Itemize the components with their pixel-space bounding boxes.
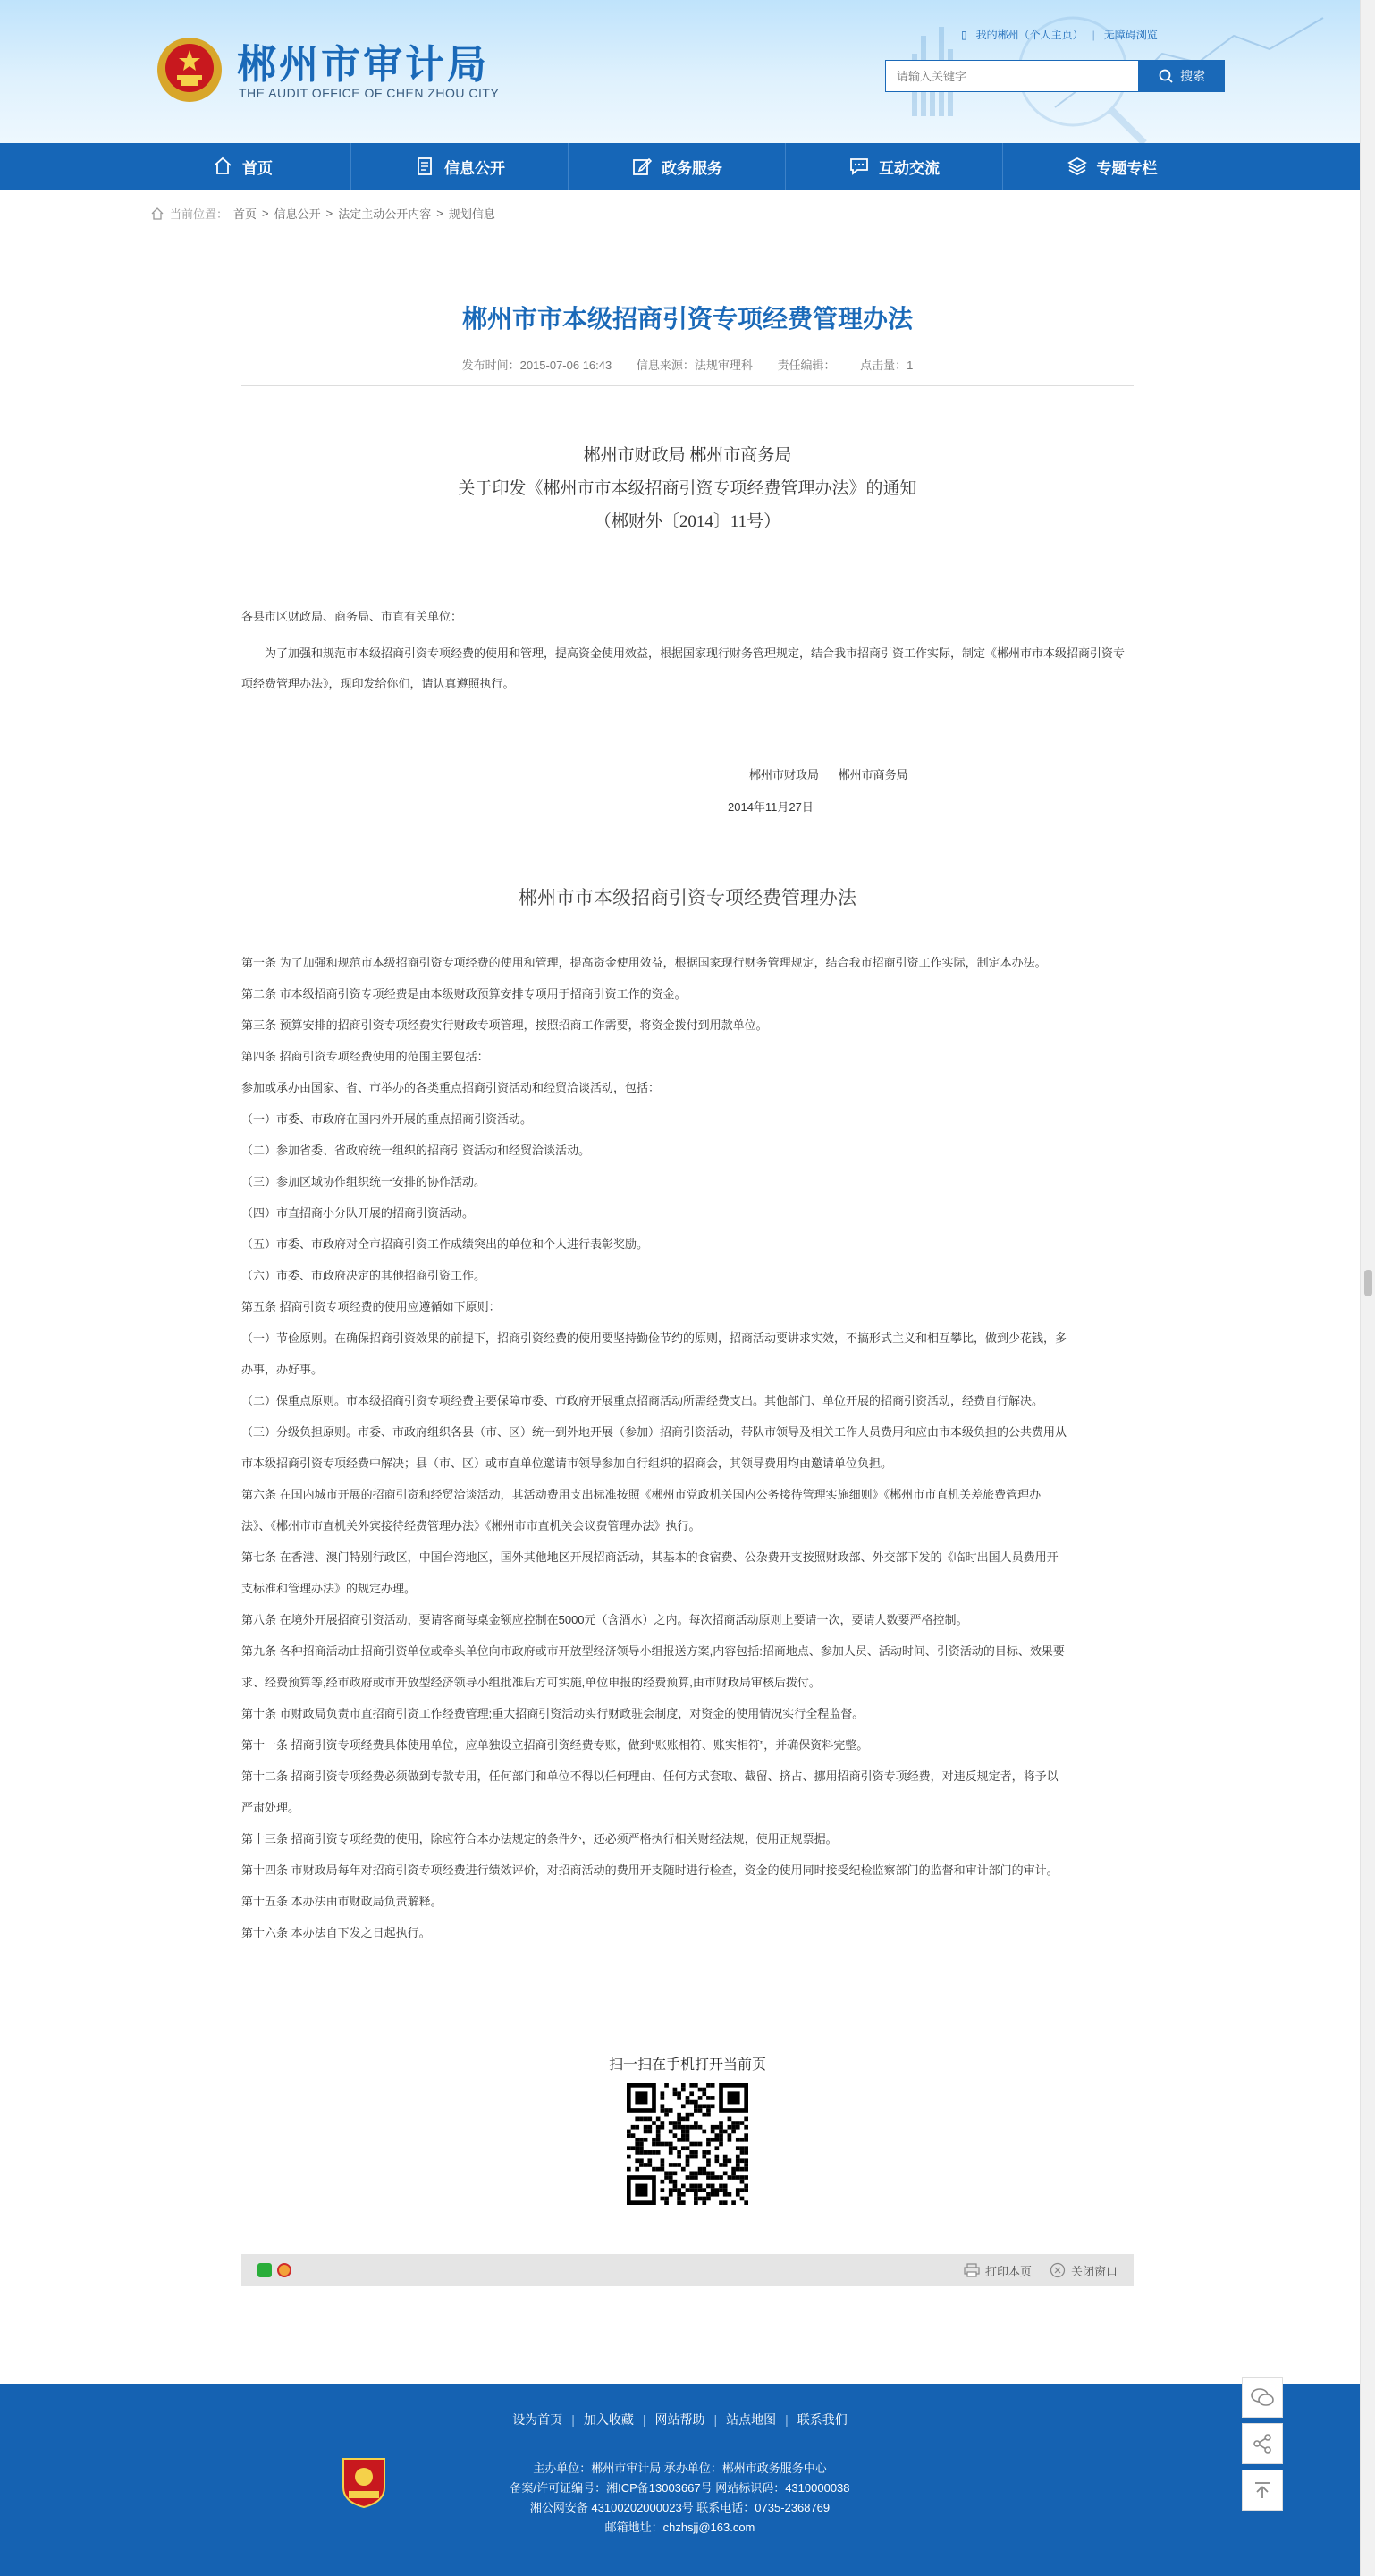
footer-link[interactable]: 联系我们 bbox=[797, 2412, 848, 2427]
close-icon bbox=[1050, 2262, 1066, 2278]
nav-item-home[interactable] bbox=[134, 143, 351, 190]
regulation-lines bbox=[241, 947, 1134, 1948]
regulation-line: 第十五条 本办法由市财政局负责解释。 bbox=[241, 1895, 443, 1908]
weibo-share-icon[interactable] bbox=[277, 2263, 291, 2277]
breadcrumb-item[interactable]: 信息公开 bbox=[274, 207, 321, 221]
footer bbox=[0, 2384, 1360, 2576]
separator: | bbox=[713, 2412, 718, 2427]
separator: | bbox=[642, 2412, 646, 2427]
regulation-line: 求、经费预算等,经市政府或市开放型经济领导小组批准后方可实施,单位申报的经费预算,由市财政局审核后拨付。 bbox=[241, 1676, 821, 1689]
scrollbar[interactable] bbox=[1360, 0, 1375, 2576]
breadcrumb-item[interactable]: 法定主动公开内容 bbox=[338, 207, 432, 221]
sign-date: 2014年11月27日 bbox=[728, 800, 814, 814]
wechat-icon bbox=[1250, 2386, 1275, 2408]
arrow-up-icon bbox=[1252, 2479, 1273, 2501]
regulation-line: 第六条 在国内城市开展的招商引资和经贸洽谈活动，其活动费用支出标准按照《郴州市党政机关国内公务接待管理实施细则》《郴州市市直机关差旅费管理办 bbox=[241, 1488, 1042, 1501]
footer-link[interactable]: 网站帮助 bbox=[654, 2412, 705, 2427]
regulation-line: 第十三条 招商引资专项经费的使用，除应符合本办法规定的条件外，还必须严格执行相关财经法规，使用正规票据。 bbox=[241, 1832, 838, 1845]
regulation-line: （五）市委、市政府对全市招商引资工作成绩突出的单位和个人进行表彰奖励。 bbox=[241, 1237, 649, 1251]
scrollbar-thumb[interactable] bbox=[1364, 1270, 1372, 1296]
notice-title: 关于印发《郴州市市本级招商引资专项经费管理办法》的通知 bbox=[458, 479, 917, 498]
regulation-line: 第十条 市财政局负责市直招商引资工作经费管理;重大招商引资活动实行财政驻会制度，对资金的使用情况实行全程监督。 bbox=[241, 1707, 865, 1720]
regulation-line: 严肃处理。 bbox=[241, 1801, 300, 1814]
nav-item-interaction[interactable] bbox=[786, 143, 1003, 190]
info-source: 信息来源：法规审理科 bbox=[636, 359, 753, 372]
search-button[interactable] bbox=[1139, 60, 1225, 92]
scan-label: 扫一扫在手机打开当前页 bbox=[608, 2057, 766, 2073]
regulation-line: 第九条 各种招商活动由招商引资单位或牵头单位向市政府或市开放型经济领导小组报送方案,内容包括:招商地点、参加人员、活动时间、引资活动的目标、效果要 bbox=[241, 1644, 1065, 1658]
close-label: 关闭窗口 bbox=[1070, 2264, 1118, 2278]
site-title: 郴州市审计局 bbox=[237, 43, 489, 87]
regulation-line: 第七条 在香港、澳门特别行政区，中国台湾地区，国外其他地区开展招商活动，其基本的食宿费、公杂费开支按照财政部、外交部下发的《临时出国人员费用开 bbox=[241, 1550, 1059, 1564]
nav-item-label: 信息公开 bbox=[444, 159, 505, 177]
print-button[interactable] bbox=[964, 2262, 1032, 2279]
regulation-line: （二）参加省委、省政府统一组织的招商引资活动和经贸洽谈活动。 bbox=[241, 1144, 591, 1157]
breadcrumb-item[interactable]: 规划信息 bbox=[448, 207, 495, 221]
search-icon bbox=[1159, 69, 1173, 83]
regulation-line: 第十六条 本办法自下发之日起执行。 bbox=[241, 1926, 431, 1939]
back-to-top-button[interactable] bbox=[1242, 2470, 1283, 2511]
click-count: 点击量：1 bbox=[860, 359, 914, 372]
breadcrumb-separator: > bbox=[436, 207, 443, 220]
nav-item-label: 首页 bbox=[242, 159, 273, 177]
breadcrumb-label: 当前位置： bbox=[170, 207, 229, 221]
search-input[interactable] bbox=[885, 60, 1139, 92]
accessibility-link[interactable]: 无障碍浏览 bbox=[1103, 29, 1158, 41]
wechat-share-icon[interactable] bbox=[257, 2263, 272, 2277]
regulation-line: （三）参加区域协作组织统一安排的协作活动。 bbox=[241, 1175, 486, 1188]
close-window-button[interactable] bbox=[1050, 2262, 1118, 2279]
top-links bbox=[961, 27, 1158, 42]
edit-icon bbox=[631, 156, 653, 177]
regulation-line: （一）市委、市政府在国内外开展的重点招商引资活动。 bbox=[241, 1112, 533, 1126]
regulation-title: 郴州市市本级招商引资专项经费管理办法 bbox=[519, 887, 856, 908]
nav-item-topics[interactable] bbox=[1003, 143, 1220, 190]
wechat-float-button[interactable] bbox=[1242, 2377, 1283, 2418]
print-label: 打印本页 bbox=[984, 2264, 1032, 2278]
search-button-label: 搜索 bbox=[1180, 69, 1205, 83]
notice-issuers: 郴州市财政局 郴州市商务局 bbox=[583, 446, 792, 465]
separator: | bbox=[571, 2412, 575, 2427]
nav-item-label: 互动交流 bbox=[879, 159, 940, 177]
share-icon bbox=[1252, 2433, 1273, 2454]
regulation-line: 第十一条 招商引资专项经费具体使用单位，应单独设立招商引资经费专账，做到“账账相符、账实相符”，并确保资料完整。 bbox=[241, 1738, 869, 1752]
divider bbox=[241, 385, 1134, 386]
email-info: 邮箱地址：chzhsjj@163.com bbox=[604, 2521, 755, 2534]
regulation-line: （三）分级负担原则。市委、市政府组织各县（市、区）统一到外地开展（参加）招商引资活动，带队市领导及相关工作人员费用和应由市本级负担的公共费用从 bbox=[241, 1425, 1067, 1439]
footer-links bbox=[0, 2411, 1360, 2428]
notice-number: （郴财外〔2014〕11号） bbox=[594, 512, 781, 531]
salutation: 各县市区财政局、商务局、市直有关单位： bbox=[241, 610, 463, 623]
regulation-line: 第五条 招商引资专项经费的使用应遵循如下原则： bbox=[241, 1300, 501, 1313]
regulation-line: （四）市直招商小分队开展的招商引资活动。 bbox=[241, 1206, 475, 1220]
police-info: 湘公网安备 43100202000023号 联系电话：0735-2368769 bbox=[529, 2501, 831, 2514]
signers: 郴州市财政局 郴州市商务局 bbox=[749, 768, 908, 781]
editor: 责任编辑： bbox=[777, 359, 836, 372]
share-bar bbox=[241, 2254, 1134, 2286]
regulation-line: （二）保重点原则。市本级招商引资专项经费主要保障市委、市政府开展重点招商活动所需经费支出。其他部门、单位开展的招商引资活动，经费自行解决。 bbox=[241, 1394, 1044, 1407]
breadcrumb bbox=[150, 205, 495, 222]
regulation-line: 第一条 为了加强和规范市本级招商引资专项经费的使用和管理，提高资金使用效益，根据国家现行财务管理规定，结合我市招商引资工作实际，制定本办法。 bbox=[241, 956, 1047, 969]
regulation-line: 第八条 在境外开展招商引资活动，要请客商每桌金额应控制在5000元（含酒水）之内。每次招商活动原则上要请一次，要请人数要严格控制。 bbox=[241, 1613, 968, 1626]
footer-link[interactable]: 加入收藏 bbox=[583, 2412, 634, 2427]
article-meta bbox=[241, 356, 1134, 373]
regulation-line: 办事，办好事。 bbox=[241, 1363, 324, 1376]
nav-item-label: 专题专栏 bbox=[1096, 159, 1158, 177]
regulation-line: （六）市委、市政府决定的其他招商引资工作。 bbox=[241, 1269, 486, 1282]
chat-icon bbox=[848, 156, 870, 177]
mobile-icon[interactable]: ▯ bbox=[961, 28, 967, 41]
intro-paragraph: 为了加强和规范市本级招商引资专项经费的使用和管理，提高资金使用效益，根据国家现行财务管理规定，结合我市招商引资工作实际，制定《郴州市市本级招商引资专项经费管理办法》，现印发给你们，请认真遵照执行。 bbox=[241, 646, 1126, 690]
regulation-line: （一）节俭原则。在确保招商引资效果的前提下，招商引资经费的使用要坚持勤俭节约的原则，招商活动要讲求实效，不搞形式主义和相互攀比，做到少花钱，多 bbox=[241, 1331, 1067, 1345]
share-float-button[interactable] bbox=[1242, 2423, 1283, 2464]
nav-item-info[interactable] bbox=[351, 143, 569, 190]
breadcrumb-separator: > bbox=[325, 207, 333, 220]
breadcrumb-separator: > bbox=[262, 207, 269, 220]
main-nav bbox=[0, 143, 1360, 190]
regulation-line: 第三条 预算安排的招商引资专项经费实行财政专项管理，按照招商工作需要，将资金拨付到用款单位。 bbox=[241, 1018, 768, 1032]
host-info: 主办单位：郴州市审计局 承办单位：郴州市政务服务中心 bbox=[533, 2462, 827, 2475]
regulation-line: 市本级招商引资专项经费中解决；县（市、区）或市直单位邀请市领导参加自行组织的招商会，其领导费用均由邀请单位负担。 bbox=[241, 1457, 893, 1470]
home-icon bbox=[212, 156, 233, 177]
publish-time: 发布时间：2015-07-06 16:43 bbox=[461, 359, 612, 372]
footer-info bbox=[0, 2459, 1360, 2538]
personal-home-link[interactable]: 我的郴州（个人主页） bbox=[975, 29, 1084, 41]
nav-item-services[interactable] bbox=[569, 143, 786, 190]
breadcrumb-item[interactable]: 首页 bbox=[233, 207, 257, 221]
regulation-line: 支标准和管理办法》的规定办理。 bbox=[241, 1582, 417, 1595]
qr-code bbox=[627, 2083, 748, 2205]
article-title: 郴州市市本级招商引资专项经费管理办法 bbox=[461, 305, 913, 333]
regulation-line: 第十四条 市财政局每年对招商引资专项经费进行绩效评价，对招商活动的费用开支随时进行检查，资金的使用同时接受纪检监察部门的监督和审计部门的审计。 bbox=[241, 1863, 1059, 1877]
separator: | bbox=[1092, 28, 1095, 41]
regulation-line: 参加或承办由国家、省、市举办的各类重点招商引资活动和经贸洽谈活动，包括： bbox=[241, 1081, 661, 1094]
layers-icon bbox=[1067, 156, 1088, 177]
home-icon bbox=[150, 207, 164, 221]
document-icon bbox=[414, 156, 435, 177]
regulation-line: 第四条 招商引资专项经费使用的范围主要包括： bbox=[241, 1050, 489, 1063]
printer-icon bbox=[964, 2263, 980, 2277]
regulation-line: 法》、《郴州市市直机关外宾接待经费管理办法》《郴州市市直机关会议费管理办法》执行。 bbox=[241, 1519, 701, 1533]
icp-info: 备案/许可证编号：湘ICP备13003667号 网站标识码：4310000038 bbox=[510, 2481, 850, 2495]
regulation-line: 第二条 市本级招商引资专项经费是由本级财政预算安排专项用于招商引资工作的资金。 bbox=[241, 987, 687, 1001]
separator: | bbox=[785, 2412, 789, 2427]
national-emblem-icon bbox=[156, 34, 224, 106]
header bbox=[0, 0, 1360, 143]
regulation-line: 第十二条 招商引资专项经费必须做到专款专用，任何部门和单位不得以任何理由、任何方式套取、截留、挤占、挪用招商引资专项经费，对违反规定者，将予以 bbox=[241, 1769, 1059, 1783]
footer-link[interactable]: 设为首页 bbox=[512, 2412, 563, 2427]
footer-link[interactable]: 站点地图 bbox=[726, 2412, 777, 2427]
nav-item-label: 政务服务 bbox=[662, 159, 722, 177]
site-subtitle: THE AUDIT OFFICE OF CHEN ZHOU CITY bbox=[239, 86, 500, 100]
